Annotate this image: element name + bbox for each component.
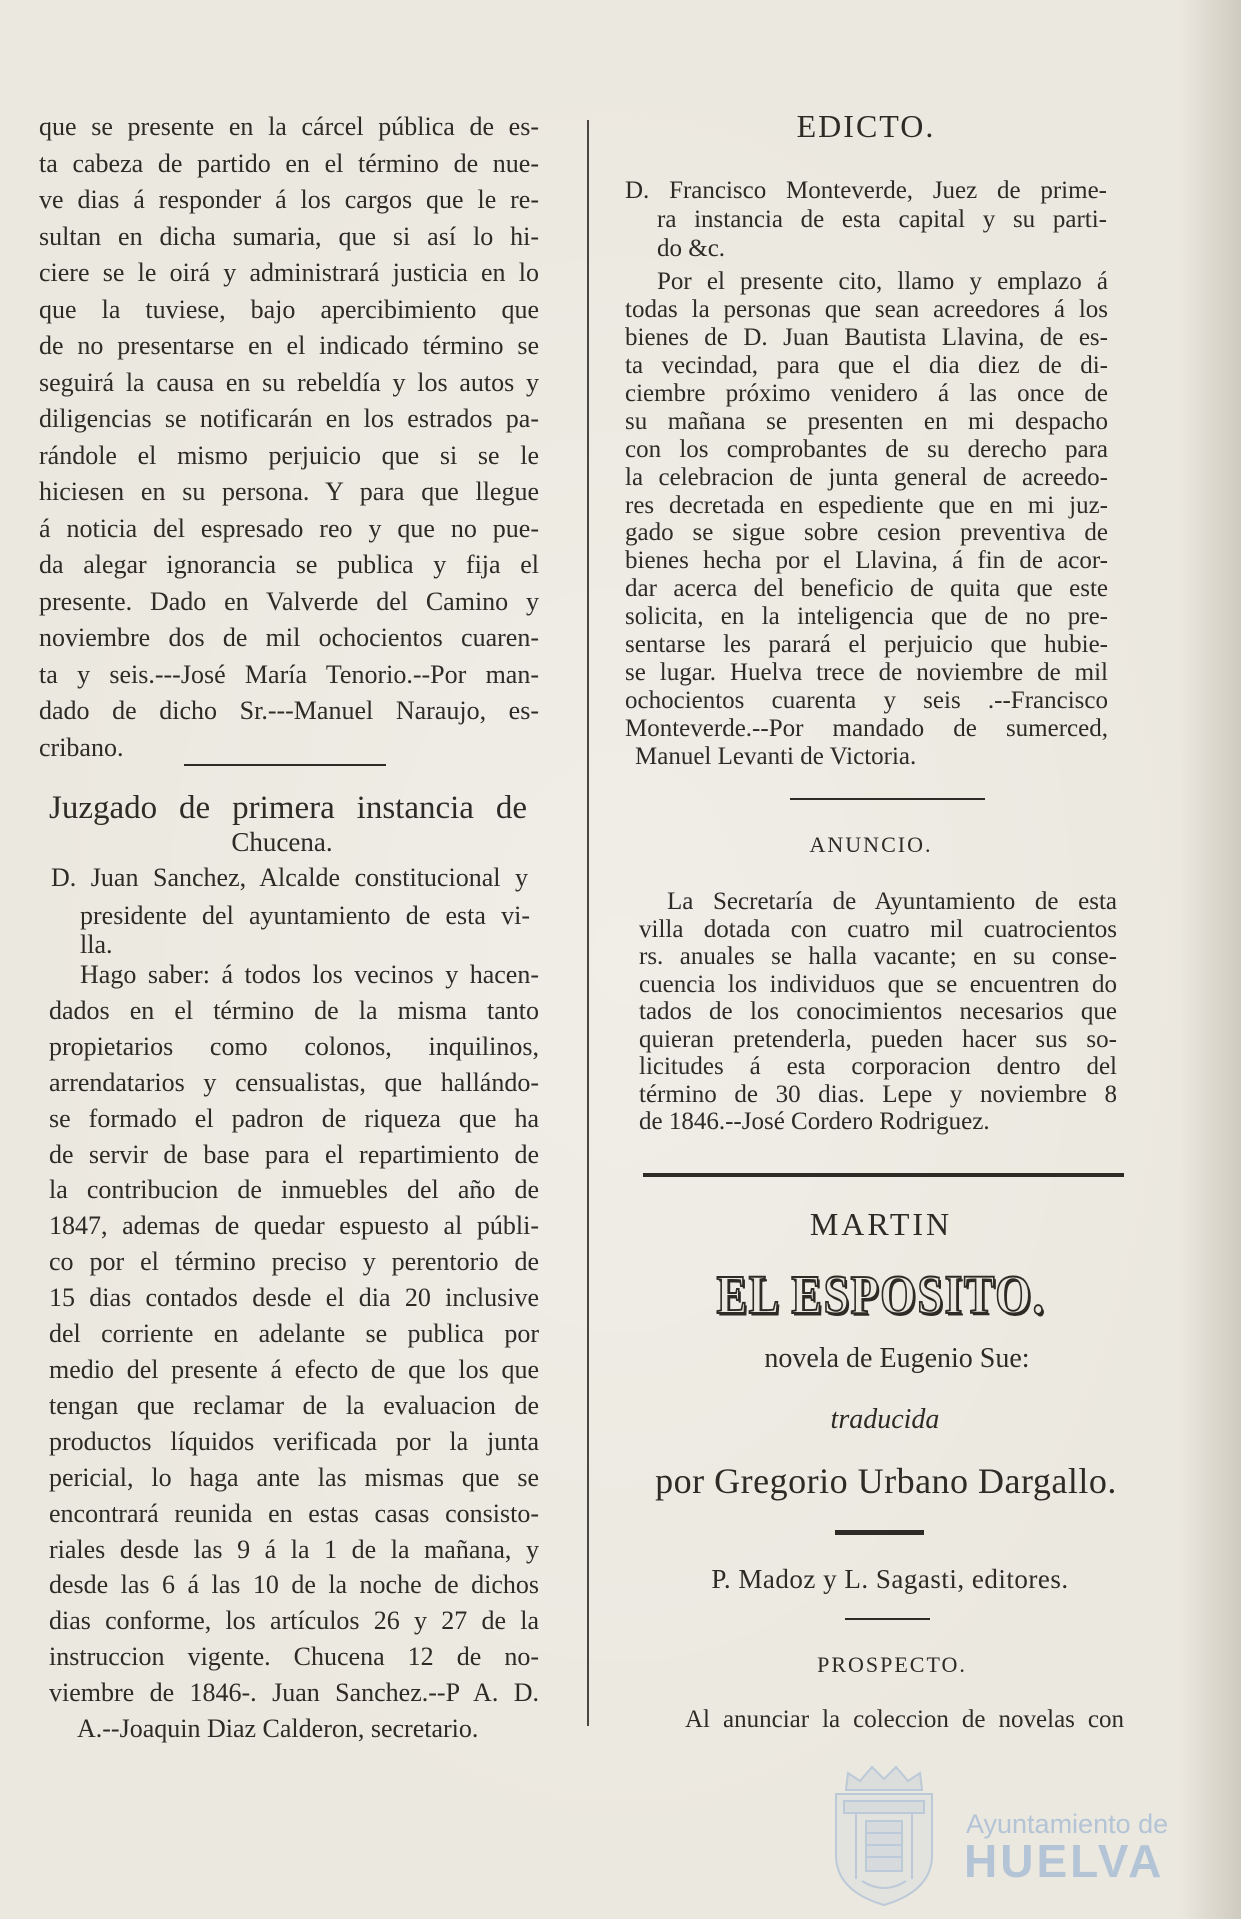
- text-line: gado se sigue sobre cesion preventiva de: [625, 519, 1108, 547]
- text-line: ta vecindad, para que el dia diez de di-: [625, 351, 1108, 379]
- novel-translated-label: traducida: [830, 1404, 940, 1435]
- text-line: A.--Joaquin Diaz Calderon, secretario.: [77, 1714, 479, 1744]
- text-line: instruccion vigente. Chucena 12 de no-: [49, 1642, 539, 1672]
- text-line: hiciesen en su persona. Y para que llegue: [39, 477, 539, 506]
- text-line: la celebracion de junta general de acreedo-: [625, 463, 1108, 491]
- text-line: ochocientos cuarenta y seis .--Francisco: [625, 687, 1108, 715]
- text-line: con los comprobantes de su derecho para: [625, 435, 1108, 463]
- text-line: La Secretaría de Ayuntamiento de esta: [667, 888, 1117, 915]
- section-subheading: Chucena.: [231, 827, 333, 857]
- novel-subtitle: EL ESPOSITO.: [716, 1263, 1046, 1325]
- text-line: encontrará reunida en estas casas consisto-: [49, 1498, 539, 1528]
- text-line: dias conforme, los artículos 26 y 27 de la: [49, 1606, 539, 1636]
- text-line: ra instancia de esta capital y su parti-: [657, 206, 1107, 233]
- text-line: 15 dias contados desde el dia 20 inclusive: [49, 1283, 539, 1313]
- text-line: do &c.: [657, 235, 726, 262]
- text-line: ta y seis.---José María Tenorio.--Por man-: [39, 659, 539, 689]
- text-line: de no presentarse en el indicado término se: [39, 331, 539, 360]
- text-line: sentarse les parará el perjuicio que hubie-: [625, 631, 1108, 659]
- coat-of-arms-icon: [826, 1763, 942, 1909]
- edicto-body: [625, 268, 1108, 771]
- text-line: cribano.: [39, 732, 124, 762]
- text-line: se formado el padron de riqueza que ha: [49, 1103, 539, 1133]
- text-line: se lugar. Huelva trece de noviembre de mil: [625, 659, 1108, 687]
- text-line: productos líquidos verificada por la junta: [49, 1426, 539, 1456]
- text-line: bienes de D. Juan Bautista Llavina, de es-: [625, 323, 1108, 351]
- ornamental-rule: [835, 1530, 924, 1535]
- section-heading: EDICTO.: [796, 108, 936, 144]
- text-line: presente. Dado en Valverde del Camino y: [39, 586, 539, 616]
- text-line: dado de dicho Sr.---Manuel Naraujo, es-: [39, 696, 539, 725]
- text-line: término de 30 dias. Lepe y noviembre 8: [639, 1080, 1117, 1108]
- prospectus-heading: PROSPECTO.: [817, 1652, 967, 1677]
- text-line: riales desde las 9 á la 1 de la mañana, y: [49, 1534, 539, 1564]
- juzgado-notice-body: [49, 957, 539, 1747]
- section-divider: [184, 764, 386, 766]
- section-heading: ANUNCIO.: [809, 832, 933, 857]
- text-line: de servir de base para el repartimiento de: [49, 1139, 539, 1169]
- text-line: da alegar ignorancia se publica y fija el: [39, 550, 539, 579]
- text-line: su mañana se presenten en mi despacho: [625, 407, 1108, 435]
- text-line: rándole el mismo perjuicio que si se le: [39, 440, 539, 470]
- text-line: del corriente en adelante se publica por: [49, 1319, 539, 1349]
- text-line: que se presente en la cárcel pública de es-: [39, 112, 539, 141]
- column-divider: [587, 120, 589, 1726]
- text-line: dar acerca del beneficio de quita que este: [625, 575, 1108, 603]
- section-divider: [790, 798, 985, 800]
- text-line: Monteverde.--Por mandado de sumerced,: [625, 715, 1108, 742]
- text-line: ta cabeza de partido en el término de nue-: [39, 148, 539, 178]
- text-line: viembre de 1846-. Juan Sanchez.--P A. D.: [49, 1678, 539, 1708]
- text-line: bienes hecha por el Llavina, á fin de acor-: [625, 547, 1108, 575]
- text-line: pericial, lo haga ante las mismas que se: [49, 1462, 539, 1492]
- text-line: sultan en dicha sumaria, que si así lo hi-: [39, 221, 539, 251]
- section-divider: [643, 1173, 1124, 1177]
- text-line: tengan que reclamar de la evaluacion de: [49, 1390, 539, 1420]
- text-line: D. Francisco Monteverde, Juez de prime-: [625, 177, 1107, 204]
- novel-translator: por Gregorio Urbano Dargallo.: [655, 1461, 1117, 1501]
- novel-title: MARTIN: [809, 1206, 953, 1242]
- text-line: lla.: [80, 930, 113, 959]
- text-line: á noticia del espresado reo y que no pue-: [39, 513, 539, 543]
- text-line: licitudes á esta corporacion dentro del: [639, 1053, 1117, 1080]
- text-line: todas la personas que sean acreedores á los: [625, 295, 1108, 323]
- text-line: res decretada en espediente que en mi juz-: [625, 491, 1108, 519]
- text-line: Al anunciar la coleccion de novelas con: [685, 1706, 1124, 1733]
- text-line: D. Juan Sanchez, Alcalde constitucional y: [51, 863, 528, 892]
- novel-description: novela de Eugenio Sue:: [764, 1343, 1030, 1374]
- text-line: Por el presente cito, llamo y emplazo á: [657, 268, 1108, 295]
- ornamental-rule: [845, 1618, 930, 1620]
- text-line: Manuel Levanti de Victoria.: [635, 742, 917, 770]
- text-line: dados en el término de la misma tanto: [49, 995, 539, 1025]
- watermark-title: HUELVA: [964, 1835, 1165, 1887]
- section-heading: Juzgado de primera instancia de: [49, 790, 527, 826]
- text-line: quieran pretenderla, pueden hacer sus so-: [639, 1025, 1117, 1053]
- text-line: presidente del ayuntamiento de esta vi-: [80, 901, 530, 930]
- anuncio-body: [639, 888, 1117, 1136]
- text-line: seguirá la causa en su rebeldía y los autos y: [39, 367, 539, 397]
- text-line: 1847, ademas de quedar espuesto al públi-: [49, 1211, 539, 1241]
- text-line: cuencia los individuos que se encuentren do: [639, 970, 1117, 998]
- text-line: ciere se le oirá y administrará justicia en lo: [39, 258, 539, 287]
- text-line: propietarios como colonos, inquilinos,: [49, 1031, 539, 1061]
- text-line: de 1846.--José Cordero Rodriguez.: [639, 1108, 990, 1135]
- text-line: la contribucion de inmuebles del año de: [49, 1175, 539, 1205]
- text-line: villa dotada con cuatro mil cuatrocientos: [639, 915, 1117, 943]
- text-line: arrendatarios y censualistas, que hallándo-: [49, 1067, 539, 1097]
- novel-publishers: P. Madoz y L. Sagasti, editores.: [711, 1564, 1069, 1594]
- watermark-text: Ayuntamiento de: [966, 1809, 1169, 1839]
- text-line: medio del presente á efecto de que los que: [49, 1354, 539, 1384]
- text-line: solicita, en la inteligencia que de no pre-: [625, 603, 1108, 631]
- edicto-intro: [625, 176, 1107, 263]
- text-line: co por el término preciso y perentorio de: [49, 1247, 539, 1277]
- text-line: desde las 6 á las 10 de la noche de dichos: [49, 1570, 539, 1600]
- text-line: ciembre próximo venidero á las once de: [625, 379, 1108, 407]
- text-line: noviembre dos de mil ochocientos cuaren-: [39, 623, 539, 652]
- text-line: diligencias se notificarán en los estrados pa-: [39, 404, 539, 433]
- text-line: tados de los conocimientos necesarios que: [639, 998, 1117, 1025]
- text-line: ve dias á responder á los cargos que le re-: [39, 185, 539, 214]
- text-line: que la tuviese, bajo apercibimiento que: [39, 294, 539, 324]
- notice-continuation: [39, 109, 539, 766]
- text-line: Hago saber: á todos los vecinos y hacen-: [80, 960, 539, 989]
- text-line: rs. anuales se halla vacante; en su conse-: [639, 943, 1117, 970]
